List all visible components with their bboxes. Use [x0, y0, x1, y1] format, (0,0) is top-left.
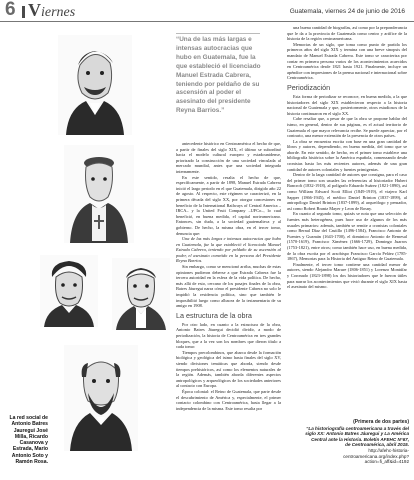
paragraph: La obra se encuentra escrita con base en una gran cantidad de libros y autores, dependiendo, en buena medida, del tomo que se aborde. En este sentido, de hecho, en el primer tomo establece una bibliografía histórica sobre la América española, comenzando desde cronistas hasta los más recientes autores, además de una gran cantidad de autores coloniales y fuentes primigenias. — [287, 138, 407, 172]
portrait-white-shirt — [112, 258, 170, 330]
paragraph: Memorias de un siglo, que toma como punto de partida los primeros años del siglo XIX y termina con una breve sinopsis del mandato de Manuel Estrada Cabrera. Este tomo se caracteriza por contar en primera persona varios de los acontecimientos acaecidos en Centroamérica desde 1821 hasta 1921. Finalmente, incluye un apéndice con impresiones de la prensa nacional e internacional sobre Centroamérica. — [287, 41, 407, 81]
paragraph: Esta forma de periodizar se reconoce, en buena medida, a la que historiadores del siglo XIX establecieron respecto a la historia nacional de Guatemala y que, posteriormente, otros estudiosos de la historia continuaron en el siglo XX. — [287, 93, 407, 116]
portrait-4-illustration — [112, 258, 170, 330]
portrait-2-illustration — [64, 145, 134, 243]
paragraph: Dentro de la larga cantidad de autores que consigna, para el caso del primer tomo son usuales las referencias al historiador Hubert Bancroft (1832-1918), al polígrafo Eduardo Suárez (1821-1890), así como William Edward Scott Elliot (1849-1919), el viajero Karl Sapper (1866-1945), el médico Daniel Brinton (1837-1899), al antropólogo Daniel Brinton (1837-1899), al arqueólogo y pensador, así como Robert Brantz Mayer y Leon de Rosny. — [287, 172, 407, 211]
portrait-bearded — [64, 345, 138, 451]
portrait-bishop — [64, 145, 134, 243]
header-divider — [22, 6, 25, 18]
article-column-1 — [176, 141, 281, 480]
paragraph: Por otro lado, en cuanto a la estructura de la obra, Antonio Batres Jáuregui decidió dividir, a modo de periodización, la historia de Centroamérica en tres grandes bloques, que a la vez son los nombres que dieron título a cada tomo: — [176, 321, 281, 350]
brand-logo: Viernes — [28, 0, 76, 20]
page-header — [0, 0, 414, 22]
portrait-5-illustration — [64, 345, 138, 451]
paragraph: Cabe resaltar que, a pesar de que la obra se propone hablar del istmo, en general, dentro de sus páginas, es el actual territorio de Guatemala el que mayor relevancia recibe. Se puede apreciar, por el contrario, una menor extensión de la presencia de otros países. — [287, 116, 407, 139]
block-quote: Una de las más largas e intensas autocracias que hubo en Guatemala, fue la que estableció el licenciado Manuel Estrada Cabrera, teniendo por peldaño de su ascensión al poder, el asesinato cometido en la persona del Presidente Reyna Barrios. — [176, 236, 281, 264]
paragraph: Sin embargo, como se mencionó arriba, muchas de estas opiniones pudieron deberse a que Estrada Cabrera fue la tercera autoridad en la esfera de la vida política. De hecho, más allá de esto, cercano de los pasajes finales de la obra, Batres Jáuregui narra cómo el presidente Cabrera no solo le impidió la residencia política, sino que también le imposibilitó luego como albacea de la testamentaria de su amigo en 1908. — [176, 264, 281, 309]
paragraph: Finalmente, el tercer tomo contiene una cantidad menor de autores, siendo Alejandro Marure (1806-1851) y Lorenzo Montúfar y Coronado (1823-1898) los dos historiadores que le fueron útiles para narrar los acontecimientos que vivió durante el siglo XIX hasta el asesinato del mismo. — [287, 261, 407, 290]
paragraph: En este sentido, resalta el hecho de que, específicamente, a partir de 1898, Manuel Estrada Cabrera inició el largo periodo en el que Guatemala, dirigido año 22 de agosto. Al respecto, este régimen se caracterizó, en la primera década del siglo XX, por otorgar concesiones en beneficio de la International Railways of Central America – IRCA– y la United Fruit Company –UFCo–, lo cual benefició, en buena medida, el capital norteamericano. Entonces, sin duda, a la sociedad guatemalteca y al gobierno. De hecho, la misma obra, en el tercer tomo, denuncia que: — [176, 174, 281, 236]
paragraph: una buena cantidad de biografías, así como por la preponderancia que le da a la provincia de Guatemala como centro y artífice de la historia de la región centroamericana. — [287, 25, 407, 42]
page-number: 6 — [5, 0, 16, 20]
photo-caption: La red social de Antonio Batres Jauregui José Milla, Ricardo Casanova y Estrada, Mario Antonio Soto y Ramón Rosa. — [9, 415, 48, 466]
paragraph: Época colonial: el Reino de Guatemala, que parte desde el descubrimiento de América y, especialmente, el primer contacto colombino con Centroamérica, hasta llegar a la independencia de la misma. Este tomo resalta por — [176, 388, 281, 411]
pull-quote-rule — [176, 33, 260, 34]
paragraph: antecedente histórico en Centroamérica el hecho de que, a partir de finales del siglo XIX, el último se subordinó hacia el modelo cultural europeo y estadounidense, priorizado la construcción de una sociedad vinculada al mercado mundial, antes que una sociedad integrada internamente. — [176, 141, 281, 174]
pull-quote: “Una de las más largas e intensas autocracias que hubo en Guatemala, fue la que estableció el licenciado Manuel Estrada Cabrera, teniendo por peldaño de su ascensión al poder el asesinato del presidente Reyna Barrios.” — [176, 36, 261, 115]
paragraph: En cuanto al segundo tomo, quizás se nota que una selección de fuentes más heterogénea, pues hace uso de algunos de los más usuales primarios: además, también se remite a cronistas coloniales como Bernal Díaz del Castillo (1496-1584), Francisco Antonio de Fuentes y Guzmán (1643-1700), el dominico Antonio de Remesal (1570-1619), Francisco Ximénez (1666-1729), Domingo Juarros (1753-1821), entre otros; como también hace uso, en buena medida, de la obra escrita por el arzobispo Francisco García Peláez (1785-1867), Memorias para la Historia del Antiguo Reino de Guatemala. — [287, 211, 407, 262]
article-column-2 — [287, 25, 407, 387]
portrait-curly-hair — [40, 255, 98, 327]
paragraph: Tiempos precolombinos, que abarca desde la formación biológica y geológica del istmo hasta finales del siglo XV, siendo divisiones temáticas que aborda, siendo desde tiempos prehistóricos, así como los elementos naturales de la región. Además, también aborda diferentes aspectos antropológicos y arqueológicos de los sociedades anteriores al contacto con Europa. — [176, 349, 281, 389]
portrait-1-illustration — [58, 35, 132, 135]
source-url[interactable]: http://afehc-historia-centroamericana.org/index.php?action=fi_aff&id=4192 — [343, 447, 409, 465]
source-citation: “La historiografía centroamericana a través del siglo XX: Antonio Batres Jáuregui y La América Central ante la Historia. Boletín AFEHC N°67, de Centroamérica, abril 2015. — [305, 425, 409, 448]
header-rule — [0, 21, 414, 22]
section-heading: La estructura de la obra — [176, 310, 252, 320]
part-label: (Primera de dos partes) — [353, 419, 409, 425]
article-endnote — [305, 420, 409, 465]
portrait-3-illustration — [40, 255, 98, 327]
portrait-antonio-batres — [58, 35, 132, 135]
section-heading: Periodización — [287, 82, 331, 92]
header-date: Guatemala, viernes 24 de junio de 2016 — [289, 8, 405, 15]
